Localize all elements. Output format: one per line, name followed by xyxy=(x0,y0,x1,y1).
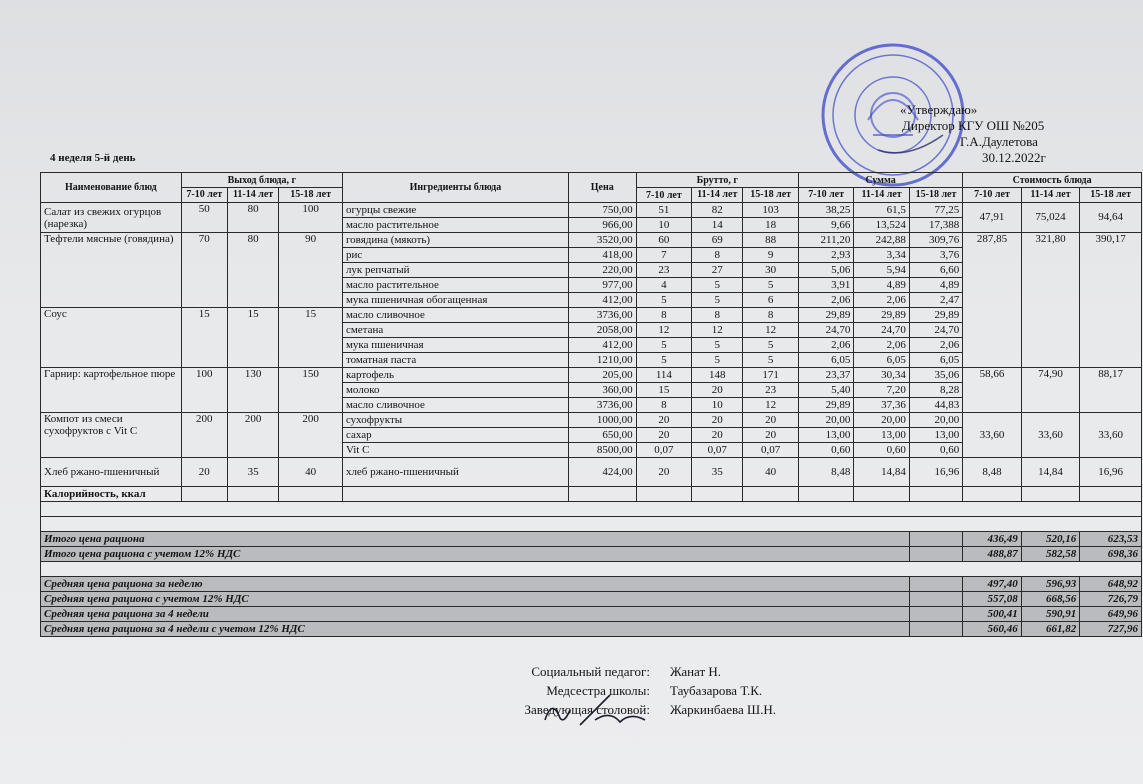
approval-block xyxy=(870,102,1070,166)
sum-cell: 17,388 xyxy=(909,218,962,233)
sum-cell: 4,89 xyxy=(909,278,962,293)
sum-cell: 242,88 xyxy=(854,233,909,248)
brutto-cell: 9 xyxy=(743,248,798,263)
signature-role: Заведующая столовой: xyxy=(524,702,650,717)
age-header: 11-14 лет xyxy=(692,188,743,203)
col-sum: Сумма xyxy=(798,173,962,188)
brutto-cell: 12 xyxy=(692,323,743,338)
col-ingredients: Ингредиенты блюда xyxy=(342,173,568,203)
price-cell: 977,00 xyxy=(568,278,636,293)
yield-cell: 200 xyxy=(227,413,278,458)
sum-cell: 3,91 xyxy=(798,278,853,293)
sum-cell: 6,05 xyxy=(909,353,962,368)
col-yield: Выход блюда, г xyxy=(181,173,342,188)
sum-cell: 20,00 xyxy=(909,413,962,428)
approval-date: 30.12.2022г xyxy=(982,150,1046,165)
table-row xyxy=(41,413,1142,428)
cost-cell: 58,66 xyxy=(963,368,1022,413)
age-header: 7-10 лет xyxy=(181,188,227,203)
ingredient-cell: рис xyxy=(342,248,568,263)
brutto-cell: 60 xyxy=(636,233,691,248)
sum-cell: 44,83 xyxy=(909,398,962,413)
brutto-cell: 15 xyxy=(636,383,691,398)
total-value: 436,49 xyxy=(963,532,1022,547)
brutto-cell: 6 xyxy=(743,293,798,308)
brutto-cell: 5 xyxy=(636,353,691,368)
total-value: 582,58 xyxy=(1021,547,1080,562)
total-value: 698,36 xyxy=(1080,547,1142,562)
brutto-cell: 5 xyxy=(692,338,743,353)
sum-cell: 3,76 xyxy=(909,248,962,263)
price-cell: 750,00 xyxy=(568,203,636,218)
price-cell: 8500,00 xyxy=(568,443,636,458)
ingredient-cell: томатная паста xyxy=(342,353,568,368)
table-header-row xyxy=(41,173,1142,188)
spacer-row xyxy=(41,562,1142,577)
sum-cell: 24,70 xyxy=(854,323,909,338)
total-row xyxy=(41,532,1142,547)
price-cell: 2058,00 xyxy=(568,323,636,338)
sum-cell: 29,89 xyxy=(798,308,853,323)
sum-cell: 37,36 xyxy=(854,398,909,413)
day-title: 4 неделя 5-й день xyxy=(50,152,136,164)
ingredient-cell: огурцы свежие xyxy=(342,203,568,218)
brutto-cell: 5 xyxy=(692,278,743,293)
total-label: Средняя цена рациона с учетом 12% НДС xyxy=(41,592,910,607)
brutto-cell: 5 xyxy=(743,338,798,353)
total-value: 726,79 xyxy=(1080,592,1142,607)
total-label: Итого цена рациона с учетом 12% НДС xyxy=(41,547,910,562)
sum-cell: 211,20 xyxy=(798,233,853,248)
spacer-row xyxy=(41,502,1142,517)
yield-cell: 15 xyxy=(227,308,278,368)
total-label: Средняя цена рациона за 4 недели с учетом 12% НДС xyxy=(41,622,910,637)
yield-cell: 35 xyxy=(227,458,278,487)
brutto-cell: 20 xyxy=(743,413,798,428)
ingredient-cell: Vit C xyxy=(342,443,568,458)
table-row xyxy=(41,458,1142,487)
brutto-cell: 12 xyxy=(743,323,798,338)
cost-cell: 16,96 xyxy=(1080,458,1142,487)
cost-cell: 74,90 xyxy=(1021,368,1080,413)
brutto-cell: 103 xyxy=(743,203,798,218)
yield-cell: 200 xyxy=(279,413,343,458)
total-label: Средняя цена рациона за неделю xyxy=(41,577,910,592)
price-cell: 650,00 xyxy=(568,428,636,443)
brutto-cell: 8 xyxy=(636,308,691,323)
sum-cell: 13,524 xyxy=(854,218,909,233)
total-label: Итого цена рациона xyxy=(41,532,910,547)
sum-cell: 20,00 xyxy=(798,413,853,428)
sum-cell: 2,06 xyxy=(798,293,853,308)
brutto-cell: 5 xyxy=(692,353,743,368)
sum-cell: 0,60 xyxy=(798,443,853,458)
price-cell: 418,00 xyxy=(568,248,636,263)
sum-cell: 2,06 xyxy=(854,338,909,353)
dish-name: Компот из смеси сухофруктов с Vit C xyxy=(41,413,182,458)
cost-cell: 47,91 xyxy=(963,203,1022,233)
ingredient-cell: сахар xyxy=(342,428,568,443)
yield-cell: 150 xyxy=(279,368,343,413)
sum-cell: 2,93 xyxy=(798,248,853,263)
total-value: 649,96 xyxy=(1080,607,1142,622)
total-value: 727,96 xyxy=(1080,622,1142,637)
ingredient-cell: хлеб ржано-пшеничный xyxy=(342,458,568,487)
brutto-cell: 5 xyxy=(692,293,743,308)
yield-cell: 40 xyxy=(279,458,343,487)
yield-cell: 100 xyxy=(279,203,343,233)
sum-cell: 2,06 xyxy=(798,338,853,353)
signature-name: Жанат Н. xyxy=(670,664,722,679)
sum-cell: 2,06 xyxy=(854,293,909,308)
calories-row xyxy=(41,487,1142,502)
cost-cell: 390,17 xyxy=(1080,233,1142,368)
total-value: 557,08 xyxy=(963,592,1022,607)
yield-cell: 15 xyxy=(181,308,227,368)
total-value: 500,41 xyxy=(963,607,1022,622)
brutto-cell: 5 xyxy=(636,293,691,308)
price-cell: 3736,00 xyxy=(568,308,636,323)
yield-cell: 90 xyxy=(279,233,343,308)
brutto-cell: 8 xyxy=(743,308,798,323)
total-row xyxy=(41,622,1142,637)
brutto-cell: 69 xyxy=(692,233,743,248)
col-cost: Стоимость блюда xyxy=(963,173,1142,188)
sum-cell: 14,84 xyxy=(854,458,909,487)
total-row xyxy=(41,592,1142,607)
yield-cell: 20 xyxy=(181,458,227,487)
sum-cell: 13,00 xyxy=(798,428,853,443)
sum-cell: 23,37 xyxy=(798,368,853,383)
dish-name: Тефтели мясные (говядина) xyxy=(41,233,182,308)
cost-cell: 33,60 xyxy=(1021,413,1080,458)
col-dish-name: Наименование блюд xyxy=(41,173,182,203)
ingredient-cell: масло сливочное xyxy=(342,398,568,413)
sum-cell: 35,06 xyxy=(909,368,962,383)
brutto-cell: 12 xyxy=(636,323,691,338)
sum-cell: 6,60 xyxy=(909,263,962,278)
brutto-cell: 0,07 xyxy=(743,443,798,458)
price-cell: 966,00 xyxy=(568,218,636,233)
ingredient-cell: масло растительное xyxy=(342,218,568,233)
sum-cell: 0,60 xyxy=(909,443,962,458)
cost-cell: 321,80 xyxy=(1021,233,1080,368)
cost-cell: 88,17 xyxy=(1080,368,1142,413)
signature-name: Жаркинбаева Ш.Н. xyxy=(670,702,776,717)
sum-cell: 8,48 xyxy=(798,458,853,487)
sum-cell: 309,76 xyxy=(909,233,962,248)
brutto-cell: 27 xyxy=(692,263,743,278)
ingredient-cell: картофель xyxy=(342,368,568,383)
signature-name: Таубазарова Т.К. xyxy=(670,683,763,698)
yield-cell: 15 xyxy=(279,308,343,368)
price-cell: 3736,00 xyxy=(568,398,636,413)
sum-cell: 7,20 xyxy=(854,383,909,398)
brutto-cell: 8 xyxy=(692,248,743,263)
yield-cell: 80 xyxy=(227,203,278,233)
sum-cell: 61,5 xyxy=(854,203,909,218)
yield-cell: 50 xyxy=(181,203,227,233)
age-header: 15-18 лет xyxy=(909,188,962,203)
brutto-cell: 18 xyxy=(743,218,798,233)
sum-cell: 13,00 xyxy=(854,428,909,443)
sum-cell: 20,00 xyxy=(854,413,909,428)
total-value: 596,93 xyxy=(1021,577,1080,592)
yield-cell: 70 xyxy=(181,233,227,308)
total-value: 648,92 xyxy=(1080,577,1142,592)
signature-role: Медсестра школы: xyxy=(546,683,650,698)
brutto-cell: 8 xyxy=(692,308,743,323)
approval-director-name: Г.А.Даулетова xyxy=(960,134,1038,149)
price-cell: 424,00 xyxy=(568,458,636,487)
ingredient-cell: масло растительное xyxy=(342,278,568,293)
menu-table xyxy=(40,172,1142,637)
col-price: Цена xyxy=(568,173,636,203)
ingredient-cell: мука пшеничная обогащенная xyxy=(342,293,568,308)
sum-cell: 29,89 xyxy=(854,308,909,323)
sum-cell: 24,70 xyxy=(798,323,853,338)
brutto-cell: 23 xyxy=(743,383,798,398)
dish-name: Салат из свежих огурцов (нарезка) xyxy=(41,203,182,233)
yield-cell: 200 xyxy=(181,413,227,458)
brutto-cell: 0,07 xyxy=(692,443,743,458)
sum-cell: 6,05 xyxy=(854,353,909,368)
sum-cell: 16,96 xyxy=(909,458,962,487)
total-value: 590,91 xyxy=(1021,607,1080,622)
brutto-cell: 88 xyxy=(743,233,798,248)
brutto-cell: 20 xyxy=(636,458,691,487)
ingredient-cell: сметана xyxy=(342,323,568,338)
price-cell: 205,00 xyxy=(568,368,636,383)
dish-name: Соус xyxy=(41,308,182,368)
price-cell: 412,00 xyxy=(568,293,636,308)
total-row xyxy=(41,607,1142,622)
brutto-cell: 20 xyxy=(692,383,743,398)
dish-name: Гарнир: картофельное пюре xyxy=(41,368,182,413)
total-value: 668,56 xyxy=(1021,592,1080,607)
total-value: 623,53 xyxy=(1080,532,1142,547)
brutto-cell: 12 xyxy=(743,398,798,413)
brutto-cell: 20 xyxy=(692,428,743,443)
approval-position: Директор КГУ ОШ №205 xyxy=(902,118,1045,133)
cost-cell: 33,60 xyxy=(963,413,1022,458)
brutto-cell: 114 xyxy=(636,368,691,383)
table-row xyxy=(41,368,1142,383)
brutto-cell: 20 xyxy=(692,413,743,428)
age-header: 11-14 лет xyxy=(1021,188,1080,203)
age-header: 7-10 лет xyxy=(636,188,691,203)
brutto-cell: 5 xyxy=(743,278,798,293)
cost-cell: 33,60 xyxy=(1080,413,1142,458)
sum-cell: 77,25 xyxy=(909,203,962,218)
table-row xyxy=(41,233,1142,248)
sum-cell: 9,66 xyxy=(798,218,853,233)
brutto-cell: 7 xyxy=(636,248,691,263)
signature-row xyxy=(330,662,870,681)
age-header: 7-10 лет xyxy=(963,188,1022,203)
cost-cell: 8,48 xyxy=(963,458,1022,487)
brutto-cell: 8 xyxy=(636,398,691,413)
sum-cell: 3,34 xyxy=(854,248,909,263)
total-row xyxy=(41,547,1142,562)
brutto-cell: 82 xyxy=(692,203,743,218)
sum-cell: 29,89 xyxy=(909,308,962,323)
sum-cell: 0,60 xyxy=(854,443,909,458)
brutto-cell: 5 xyxy=(636,338,691,353)
cost-cell: 14,84 xyxy=(1021,458,1080,487)
handwritten-signature xyxy=(540,690,650,730)
brutto-cell: 14 xyxy=(692,218,743,233)
brutto-cell: 148 xyxy=(692,368,743,383)
sum-cell: 6,05 xyxy=(798,353,853,368)
brutto-cell: 20 xyxy=(743,428,798,443)
yield-cell: 100 xyxy=(181,368,227,413)
brutto-cell: 20 xyxy=(636,428,691,443)
ingredient-cell: молоко xyxy=(342,383,568,398)
ingredient-cell: лук репчатый xyxy=(342,263,568,278)
age-header: 11-14 лет xyxy=(227,188,278,203)
price-cell: 3520,00 xyxy=(568,233,636,248)
sum-cell: 8,28 xyxy=(909,383,962,398)
calories-label: Калорийность, ккал xyxy=(41,487,182,502)
age-header: 11-14 лет xyxy=(854,188,909,203)
sum-cell: 13,00 xyxy=(909,428,962,443)
cost-cell: 75,024 xyxy=(1021,203,1080,233)
age-header: 15-18 лет xyxy=(1080,188,1142,203)
brutto-cell: 35 xyxy=(692,458,743,487)
cost-cell: 287,85 xyxy=(963,233,1022,368)
spacer-row xyxy=(41,517,1142,532)
price-cell: 220,00 xyxy=(568,263,636,278)
yield-cell: 130 xyxy=(227,368,278,413)
brutto-cell: 23 xyxy=(636,263,691,278)
dish-name: Хлеб ржано-пшеничный xyxy=(41,458,182,487)
brutto-cell: 0,07 xyxy=(636,443,691,458)
sum-cell: 2,06 xyxy=(909,338,962,353)
yield-cell: 80 xyxy=(227,233,278,308)
brutto-cell: 51 xyxy=(636,203,691,218)
ingredient-cell: сухофрукты xyxy=(342,413,568,428)
price-cell: 1000,00 xyxy=(568,413,636,428)
price-cell: 1210,00 xyxy=(568,353,636,368)
brutto-cell: 171 xyxy=(743,368,798,383)
cost-cell: 94,64 xyxy=(1080,203,1142,233)
col-brutto: Брутто, г xyxy=(636,173,798,188)
sum-cell: 5,40 xyxy=(798,383,853,398)
total-row xyxy=(41,577,1142,592)
total-value: 520,16 xyxy=(1021,532,1080,547)
age-header: 7-10 лет xyxy=(798,188,853,203)
brutto-cell: 20 xyxy=(636,413,691,428)
approval-title: «Утверждаю» xyxy=(900,102,978,117)
ingredient-cell: говядина (мякоть) xyxy=(342,233,568,248)
ingredient-cell: мука пшеничная xyxy=(342,338,568,353)
sum-cell: 30,34 xyxy=(854,368,909,383)
price-cell: 360,00 xyxy=(568,383,636,398)
sum-cell: 4,89 xyxy=(854,278,909,293)
brutto-cell: 30 xyxy=(743,263,798,278)
ingredient-cell: масло сливочное xyxy=(342,308,568,323)
sum-cell: 5,94 xyxy=(854,263,909,278)
sum-cell: 2,47 xyxy=(909,293,962,308)
total-value: 661,82 xyxy=(1021,622,1080,637)
brutto-cell: 10 xyxy=(692,398,743,413)
sum-cell: 29,89 xyxy=(798,398,853,413)
age-header: 15-18 лет xyxy=(279,188,343,203)
table-row xyxy=(41,203,1142,218)
total-value: 488,87 xyxy=(963,547,1022,562)
price-cell: 412,00 xyxy=(568,338,636,353)
total-value: 560,46 xyxy=(963,622,1022,637)
total-value: 497,40 xyxy=(963,577,1022,592)
sum-cell: 5,06 xyxy=(798,263,853,278)
total-label: Средняя цена рациона за 4 недели xyxy=(41,607,910,622)
sum-cell: 38,25 xyxy=(798,203,853,218)
brutto-cell: 5 xyxy=(743,353,798,368)
brutto-cell: 4 xyxy=(636,278,691,293)
signature-role: Социальный педагог: xyxy=(531,664,650,679)
sum-cell: 24,70 xyxy=(909,323,962,338)
brutto-cell: 40 xyxy=(743,458,798,487)
brutto-cell: 10 xyxy=(636,218,691,233)
age-header: 15-18 лет xyxy=(743,188,798,203)
